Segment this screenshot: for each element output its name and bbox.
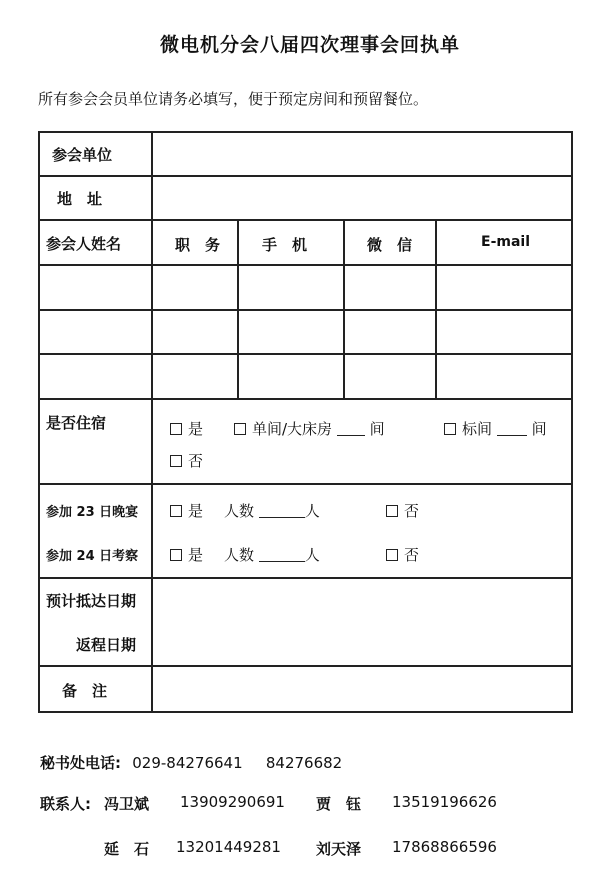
single-room-blank[interactable] — [337, 435, 365, 436]
checkbox-icon[interactable] — [170, 549, 182, 561]
intro-text: 所有参会会员单位请务必填写，便于预定房间和预留餐位。 — [38, 90, 429, 108]
contact-phone: 17868866596 — [392, 838, 497, 856]
header-wechat: 微 信 — [367, 236, 413, 254]
contacts-label: 联系人: — [40, 795, 91, 813]
banquet-no-option[interactable]: 否 — [386, 500, 419, 521]
page-title: 微电机分会八届四次理事会回执单 — [159, 34, 460, 56]
secretariat-phone-2: 84276682 — [265, 754, 343, 772]
tour-label: 参加 24 日考察 — [46, 549, 139, 564]
address-label: 地 址 — [57, 190, 103, 208]
lodging-no-option[interactable]: 否 — [170, 450, 203, 471]
tour-no-option[interactable]: 否 — [386, 544, 419, 565]
banquet-count: 人数 人 — [224, 502, 320, 520]
tour-yes-option[interactable]: 是 — [170, 544, 203, 565]
lodging-single-option[interactable]: 单间/大床房 间 — [234, 418, 385, 439]
banquet-count-blank[interactable] — [259, 517, 305, 518]
remarks-label: 备 注 — [62, 682, 108, 700]
contact-name: 冯卫斌 — [104, 795, 150, 813]
arrival-date-label: 预计抵达日期 — [46, 592, 137, 610]
return-date-label: 返程日期 — [76, 636, 137, 654]
contact-name: 延 石 — [104, 840, 150, 858]
header-mobile: 手 机 — [262, 236, 308, 254]
unit-input[interactable] — [154, 134, 570, 174]
unit-label: 参会单位 — [52, 146, 113, 164]
header-email: E-mail — [481, 234, 531, 250]
checkbox-icon[interactable] — [386, 505, 398, 517]
checkbox-icon[interactable] — [170, 505, 182, 517]
secretariat-line: 秘书处电话: 029-84276641 84276682 — [40, 754, 343, 772]
remarks-input[interactable] — [154, 668, 570, 710]
checkbox-icon[interactable] — [170, 455, 182, 467]
lodging-standard-option[interactable]: 标间 间 — [444, 418, 547, 439]
banquet-yes-option[interactable]: 是 — [170, 500, 203, 521]
lodging-yes-option[interactable]: 是 — [170, 418, 203, 439]
banquet-label: 参加 23 日晚宴 — [46, 505, 139, 520]
checkbox-icon[interactable] — [444, 423, 456, 435]
contact-phone: 13519196626 — [392, 793, 497, 811]
header-position: 职 务 — [175, 236, 221, 254]
contact-name: 刘天泽 — [316, 840, 362, 858]
tour-count-blank[interactable] — [259, 561, 305, 562]
contact-phone: 13201449281 — [176, 838, 281, 856]
address-input[interactable] — [154, 178, 570, 218]
lodging-label: 是否住宿 — [46, 414, 107, 432]
standard-room-blank[interactable] — [497, 435, 527, 436]
contact-phone: 13909290691 — [180, 793, 285, 811]
attendee-name-label: 参会人姓名 — [46, 235, 122, 253]
contact-name: 贾 钰 — [316, 795, 362, 813]
checkbox-icon[interactable] — [170, 423, 182, 435]
checkbox-icon[interactable] — [386, 549, 398, 561]
checkbox-icon[interactable] — [234, 423, 246, 435]
secretariat-phone-1: 029-84276641 — [132, 754, 243, 772]
dates-input[interactable] — [154, 580, 570, 664]
tour-count: 人数 人 — [224, 546, 320, 564]
